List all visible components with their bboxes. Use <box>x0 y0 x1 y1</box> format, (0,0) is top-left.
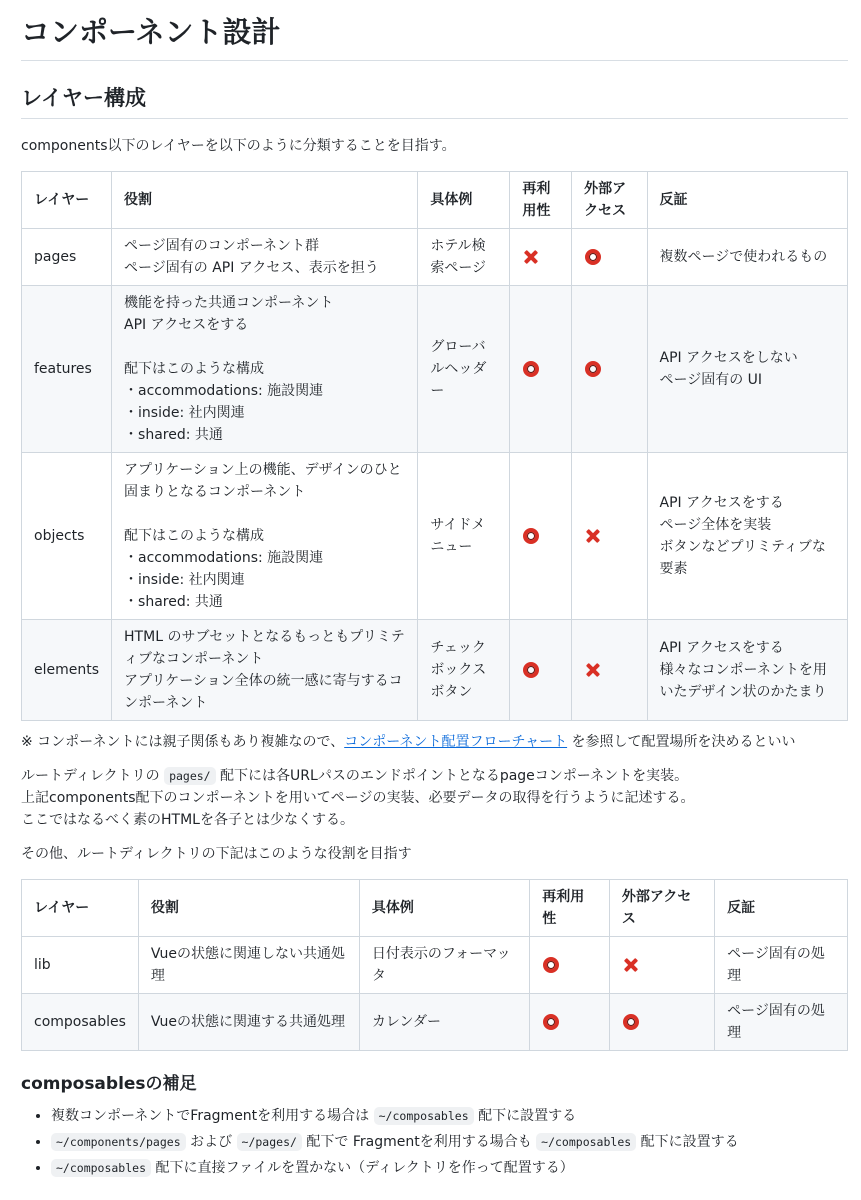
col-header-role: 役割 <box>112 172 418 229</box>
mark-cell <box>572 453 647 620</box>
intro-text: components以下のレイヤーを以下のように分類することを目指す。 <box>21 138 456 154</box>
counter-cell <box>647 286 847 453</box>
cell-line: HTML のサブセットとなるもっともプリミティブなコンポーネント <box>124 629 405 667</box>
note-text <box>21 731 848 753</box>
cell-line: アプリケーション上の機能、デザインのひと固まりとなるコンポーネント <box>124 462 402 500</box>
table-row <box>22 994 848 1051</box>
role-cell <box>112 620 418 721</box>
other-roles-text: その他、ルートディレクトリの下記はこのような役割を目指す <box>21 846 412 862</box>
cell-line: 配下はこのような構成 <box>124 361 265 377</box>
counter-cell <box>647 453 847 620</box>
table-row <box>22 453 848 620</box>
cell-line: ホテル検索ページ <box>430 238 487 276</box>
col-header-reuse: 再利用性 <box>510 172 572 229</box>
col-header-counter: 反証 <box>647 172 847 229</box>
layer-cell: elements <box>22 620 112 721</box>
example-cell <box>418 229 510 286</box>
cell-line: グローバルヘッダー <box>430 339 487 399</box>
cross-mark-icon <box>584 661 602 679</box>
col-header-reuse: 再利用性 <box>530 880 610 937</box>
page-title: コンポーネント設計 <box>21 0 848 61</box>
list-text: 配下に設置する <box>636 1134 739 1150</box>
table-row <box>22 229 848 286</box>
circle-mark-icon <box>522 527 540 545</box>
cell-line: API アクセスをしない <box>659 350 798 366</box>
mark-cell <box>609 994 714 1051</box>
mark-cell <box>510 620 572 721</box>
role-cell <box>112 453 418 620</box>
list-item <box>51 1157 848 1179</box>
mark-cell <box>510 286 572 453</box>
list-text: 配下に直接ファイルを置かない（ディレクトリを作って配置する） <box>151 1160 574 1176</box>
mark-cell <box>530 994 610 1051</box>
example-cell <box>418 620 510 721</box>
flowchart-link[interactable]: コンポーネント配置フローチャート <box>344 734 568 750</box>
role-cell <box>112 286 418 453</box>
cell-line: チェックボックス <box>430 640 487 678</box>
pages-para-line2: 上記components配下のコンポーネントを用いてページの実装、必要データの取得を行うように記述する。 <box>21 790 695 806</box>
list-code: ~/composables <box>374 1107 474 1125</box>
cell-line: ・inside: 社内関連 <box>124 572 245 588</box>
list-item <box>51 1131 848 1153</box>
cell-line: ・shared: 共通 <box>124 594 223 610</box>
table-header-row <box>22 880 848 937</box>
counter-cell: ページ固有の処理 <box>715 937 848 994</box>
col-header-example: 具体例 <box>359 880 529 937</box>
cell-line: ・shared: 共通 <box>124 427 223 443</box>
list-code: ~/components/pages <box>51 1133 186 1151</box>
circle-mark-icon <box>542 1013 560 1031</box>
example-cell <box>418 286 510 453</box>
col-header-example: 具体例 <box>418 172 510 229</box>
mark-cell <box>572 286 647 453</box>
cell-line: ・accommodations: 施設関連 <box>124 383 324 399</box>
list-text: 配下で Fragmentを利用する場合も <box>301 1134 537 1150</box>
note-suffix: を参照して配置場所を決めるといい <box>567 734 796 750</box>
circle-mark-icon <box>584 248 602 266</box>
layer-cell: composables <box>22 994 139 1051</box>
mark-cell <box>530 937 610 994</box>
circle-mark-icon <box>542 956 560 974</box>
cell-line: 配下はこのような構成 <box>124 528 265 544</box>
cell-line: 様々なコンポーネントを用いたデザイン状のかたまり <box>659 662 827 700</box>
list-text: 配下に設置する <box>473 1108 577 1124</box>
circle-mark-icon <box>522 360 540 378</box>
table-row <box>22 937 848 994</box>
layer-table <box>21 171 848 721</box>
circle-mark-icon <box>584 360 602 378</box>
col-header-layer: レイヤー <box>22 880 139 937</box>
cell-line: ボタン <box>430 684 473 700</box>
section-heading-layers: レイヤー構成 <box>21 83 848 119</box>
cell-line: 複数ページで使われるもの <box>659 249 828 265</box>
col-header-role: 役割 <box>138 880 359 937</box>
col-header-counter: 反証 <box>715 880 848 937</box>
list-text: 複数コンポーネントでFragmentを利用する場合は <box>51 1108 374 1124</box>
cell-line: API アクセスをする <box>659 495 784 511</box>
cell-line: ページ固有の UI <box>659 372 763 388</box>
counter-cell <box>647 620 847 721</box>
pages-paragraph <box>21 765 848 831</box>
cell-line: アプリケーション全体の統一感に寄与するコンポーネント <box>124 673 403 711</box>
cell-line: API アクセスをする <box>124 317 249 333</box>
mark-cell <box>510 453 572 620</box>
cross-mark-icon <box>522 248 540 266</box>
cell-line: ページ固有のコンポーネント群 <box>124 238 320 254</box>
cell-line: ・inside: 社内関連 <box>124 405 245 421</box>
cross-mark-icon <box>622 956 640 974</box>
cross-mark-icon <box>584 527 602 545</box>
mark-cell <box>609 937 714 994</box>
table-row <box>22 620 848 721</box>
cell-line: API アクセスをする <box>659 640 784 656</box>
cell-line: 機能を持った共通コンポーネント <box>124 295 334 311</box>
list-code: ~/pages/ <box>237 1133 302 1151</box>
role-cell: Vueの状態に関連する共通処理 <box>138 994 359 1051</box>
mark-cell <box>572 229 647 286</box>
counter-cell <box>647 229 847 286</box>
col-header-access: 外部アクセス <box>609 880 714 937</box>
cell-line <box>124 506 128 522</box>
example-cell: カレンダー <box>359 994 529 1051</box>
pages-code: pages/ <box>164 767 216 785</box>
pages-para-line3: ここではなるべく素のHTMLを各子とは少なくする。 <box>21 812 354 828</box>
cell-line: ページ全体を実装 <box>659 517 772 533</box>
cell-line: ボタンなどプリミティブな要素 <box>659 539 826 577</box>
list-item <box>51 1105 848 1127</box>
circle-mark-icon <box>622 1013 640 1031</box>
role-cell: Vueの状態に関連しない共通処理 <box>138 937 359 994</box>
pages-para-text-a: ルートディレクトリの <box>21 768 165 784</box>
counter-cell: ページ固有の処理 <box>715 994 848 1051</box>
pages-para-text-b: 配下には各URLパスのエンドポイントとなるpageコンポーネントを実装。 <box>215 768 689 784</box>
circle-mark-icon <box>522 661 540 679</box>
cell-line: サイドメニュー <box>430 517 486 555</box>
col-header-access: 外部アクセス <box>572 172 647 229</box>
cell-line <box>124 339 128 355</box>
col-header-layer: レイヤー <box>22 172 112 229</box>
cell-line: ページ固有の API アクセス、表示を担う <box>124 260 379 276</box>
layer-cell: objects <box>22 453 112 620</box>
list-code: ~/composables <box>536 1133 636 1151</box>
composables-list <box>21 1105 848 1179</box>
example-cell: 日付表示のフォーマッタ <box>359 937 529 994</box>
mark-cell <box>510 229 572 286</box>
layer-cell: features <box>22 286 112 453</box>
section-heading-composables: composablesの補足 <box>21 1074 197 1094</box>
cell-line: ・accommodations: 施設関連 <box>124 550 324 566</box>
note-prefix: ※ コンポーネントには親子関係もあり複雑なので、 <box>21 734 345 750</box>
layer-cell: pages <box>22 229 112 286</box>
table-header-row <box>22 172 848 229</box>
mark-cell <box>572 620 647 721</box>
example-cell <box>418 453 510 620</box>
table-row <box>22 286 848 453</box>
root-layer-table <box>21 879 848 1051</box>
role-cell <box>112 229 418 286</box>
layer-cell: lib <box>22 937 139 994</box>
list-text: および <box>185 1134 237 1150</box>
list-code: ~/composables <box>51 1159 151 1177</box>
